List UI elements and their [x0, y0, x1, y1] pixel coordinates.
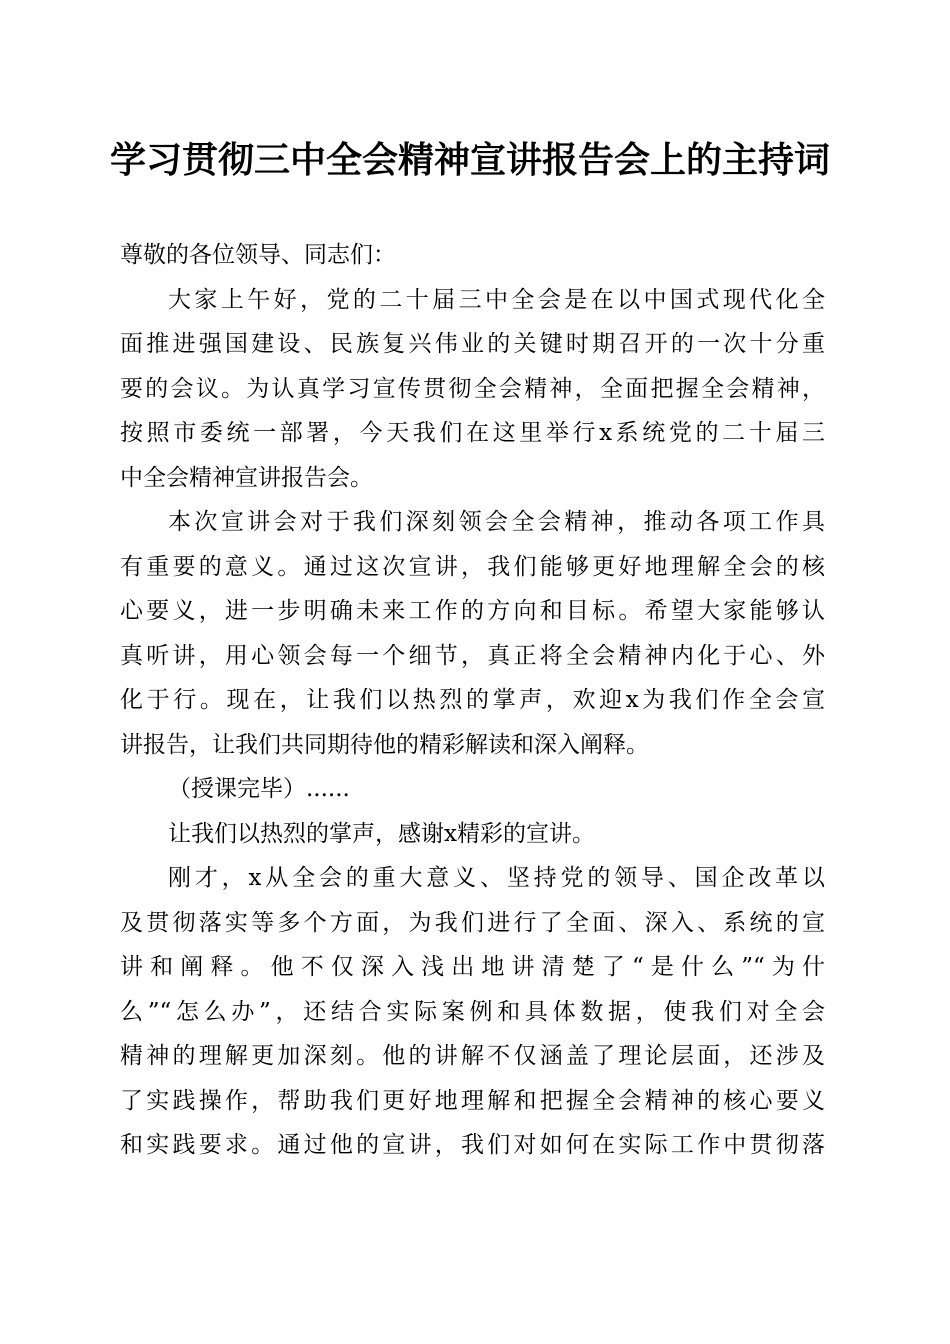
paragraph-5-line-4: 么”“怎么办”，还结合实际案例和具体数据，使我们对全会: [120, 998, 825, 1025]
paragraph-5-line-3: 讲和阐释。他不仅深入浅出地讲清楚了“是什么”“为什: [120, 954, 825, 980]
paragraph-4-line-1: 让我们以热烈的掌声，感谢x精彩的宣讲。: [168, 820, 595, 847]
paragraph-2-line-5: 化于行。现在，让我们以热烈的掌声，欢迎x为我们作全会宣: [120, 687, 825, 713]
paragraph-2-line-6: 讲报告，让我们共同期待他的精彩解读和深入阐释。: [120, 731, 649, 758]
paragraph-2-line-2: 有重要的意义。通过这次宣讲，我们能够更好地理解全会的核: [120, 553, 825, 580]
paragraph-1-line-3: 要的会议。为认真学习宣传贯彻全会精神，全面把握全会精神，: [120, 375, 825, 402]
paragraph-1-line-1: 大家上午好，党的二十届三中全会是在以中国式现代化全: [168, 286, 825, 313]
document-body: [120, 233, 825, 1168]
paragraph-1-line-4: 按照市委统一部署，今天我们在这里举行x系统党的二十届三: [120, 420, 825, 446]
paragraph-5-line-2: 及贯彻落实等多个方面，为我们进行了全面、深入、系统的宣: [120, 909, 825, 936]
paragraph-3-line-1: （授课完毕）......: [168, 776, 350, 802]
paragraph-5-line-1: 刚才，x从全会的重大意义、坚持党的领导、国企改革以: [168, 865, 825, 891]
paragraph-5-line-5: 精神的理解更加深刻。他的讲解不仅涵盖了理论层面，还涉及: [120, 1043, 825, 1069]
paragraph-2-line-3: 心要义，进一步明确未来工作的方向和目标。希望大家能够认: [120, 598, 825, 624]
paragraph-1-line-5: 中全会精神宣讲报告会。: [120, 464, 373, 491]
salutation: 尊敬的各位领导、同志们：: [120, 242, 396, 268]
paragraph-2-line-4: 真听讲，用心领会每一个细节，真正将全会精神内化于心、外: [120, 642, 825, 669]
paragraph-5-line-6: 了实践操作，帮助我们更好地理解和把握全会精神的核心要义: [120, 1087, 825, 1114]
paragraph-1-line-2: 面推进强国建设、民族复兴伟业的关键时期召开的一次十分重: [120, 331, 825, 357]
paragraph-5-line-7: 和实践要求。通过他的宣讲，我们对如何在实际工作中贯彻落: [120, 1132, 825, 1158]
paragraph-2-line-1: 本次宣讲会对于我们深刻领会全会精神，推动各项工作具: [168, 509, 825, 535]
document-title: 学习贯彻三中全会精神宣讲报告会上的主持词: [109, 139, 830, 181]
